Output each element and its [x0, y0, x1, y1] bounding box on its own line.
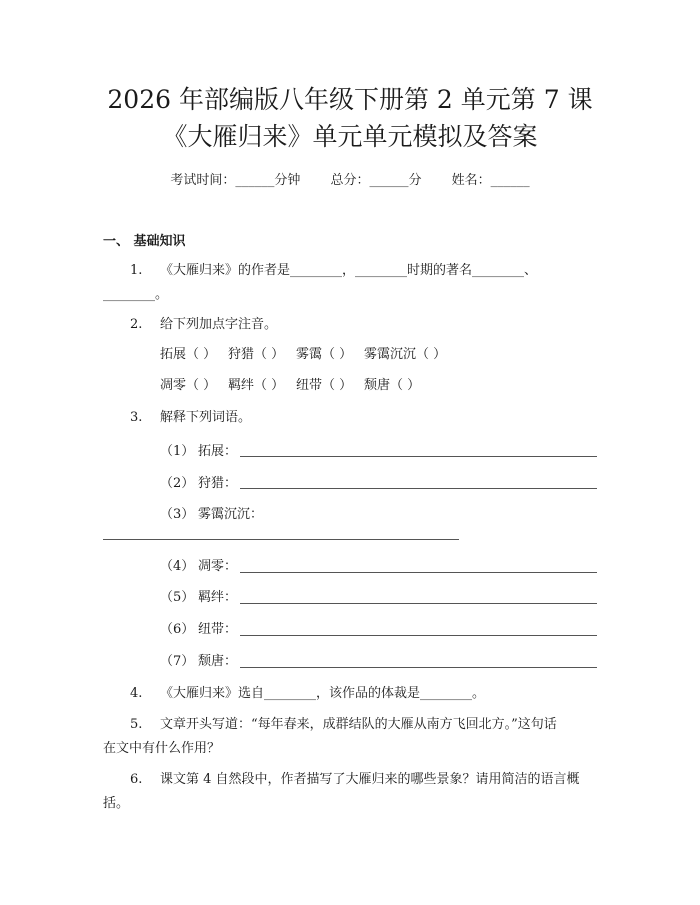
- question-number: 6.: [130, 772, 143, 787]
- pinyin-item: 颓唐（ ）: [364, 378, 421, 393]
- question-number: 5.: [130, 717, 143, 732]
- pinyin-item: 雾霭沉沉（ ）: [364, 347, 447, 362]
- question-text: 解释下列词语。: [160, 410, 252, 425]
- question-text: 课文第 4 自然段中，作者描写了大雁归来的哪些景象？请用简洁的语言概: [160, 772, 580, 787]
- pinyin-item: 拓展（ ）: [160, 347, 217, 362]
- pinyin-item: 狩猎（ ）: [228, 347, 285, 362]
- pinyin-item: 纽带（ ）: [296, 378, 353, 393]
- question-text-continued: 括。: [103, 796, 130, 811]
- section-heading: 一、 基础知识: [103, 234, 186, 249]
- exam-score: 总分：______分: [330, 173, 422, 188]
- sub-item-number: （2）: [160, 476, 195, 491]
- question-text: 文章开头写道：“每年春来，成群结队的大雁从南方飞回北方。”这句话: [160, 717, 557, 732]
- question-number: 2.: [130, 317, 143, 332]
- sub-item-word: 羁绊：: [198, 590, 238, 605]
- sub-item-word: 拓展：: [198, 444, 238, 459]
- question-text: 《大雁归来》的作者是________，________时期的著名________、: [160, 263, 538, 278]
- document-title-line2: 《大雁归来》单元单元模拟及答案: [162, 122, 538, 151]
- question-text-continued: 在文中有什么作用？: [103, 741, 221, 756]
- question-text: 《大雁归来》选自________，该作品的体裁是________。: [160, 686, 486, 701]
- question-number: 4.: [130, 686, 143, 701]
- sub-item-word: 纽带：: [198, 622, 238, 637]
- sub-item-number: （4）: [160, 559, 195, 574]
- sub-item-number: （5）: [160, 590, 195, 605]
- answer-line: [103, 539, 459, 540]
- answer-line: [240, 456, 597, 457]
- sub-item-word: 狩猎：: [198, 476, 238, 491]
- pinyin-item: 雾霭（ ）: [296, 347, 353, 362]
- sub-item-word: 雾霭沉沉：: [198, 507, 264, 522]
- pinyin-item: 羁绊（ ）: [228, 378, 285, 393]
- question-text: 给下列加点字注音。: [160, 317, 278, 332]
- sub-item-number: （3）: [160, 507, 195, 522]
- answer-line: [240, 667, 597, 668]
- sub-item-word: 颓唐：: [198, 654, 238, 669]
- pinyin-item: 凋零（ ）: [160, 378, 217, 393]
- sub-item-word: 凋零：: [198, 559, 238, 574]
- answer-line: [240, 603, 597, 604]
- question-number: 1.: [130, 263, 143, 278]
- exam-time: 考试时间：______分钟: [170, 173, 301, 188]
- sub-item-number: （7）: [160, 654, 195, 669]
- sub-item-number: （6）: [160, 622, 195, 637]
- question-text-continued: ________。: [103, 287, 169, 302]
- student-name: 姓名：______: [451, 173, 530, 188]
- answer-line: [240, 635, 597, 636]
- sub-item-number: （1）: [160, 444, 195, 459]
- question-number: 3.: [130, 410, 143, 425]
- answer-line: [240, 572, 597, 573]
- document-title-line1: 2026 年部编版八年级下册第 2 单元第 7 课: [107, 85, 593, 114]
- exam-meta: [0, 169, 700, 188]
- answer-line: [240, 488, 597, 489]
